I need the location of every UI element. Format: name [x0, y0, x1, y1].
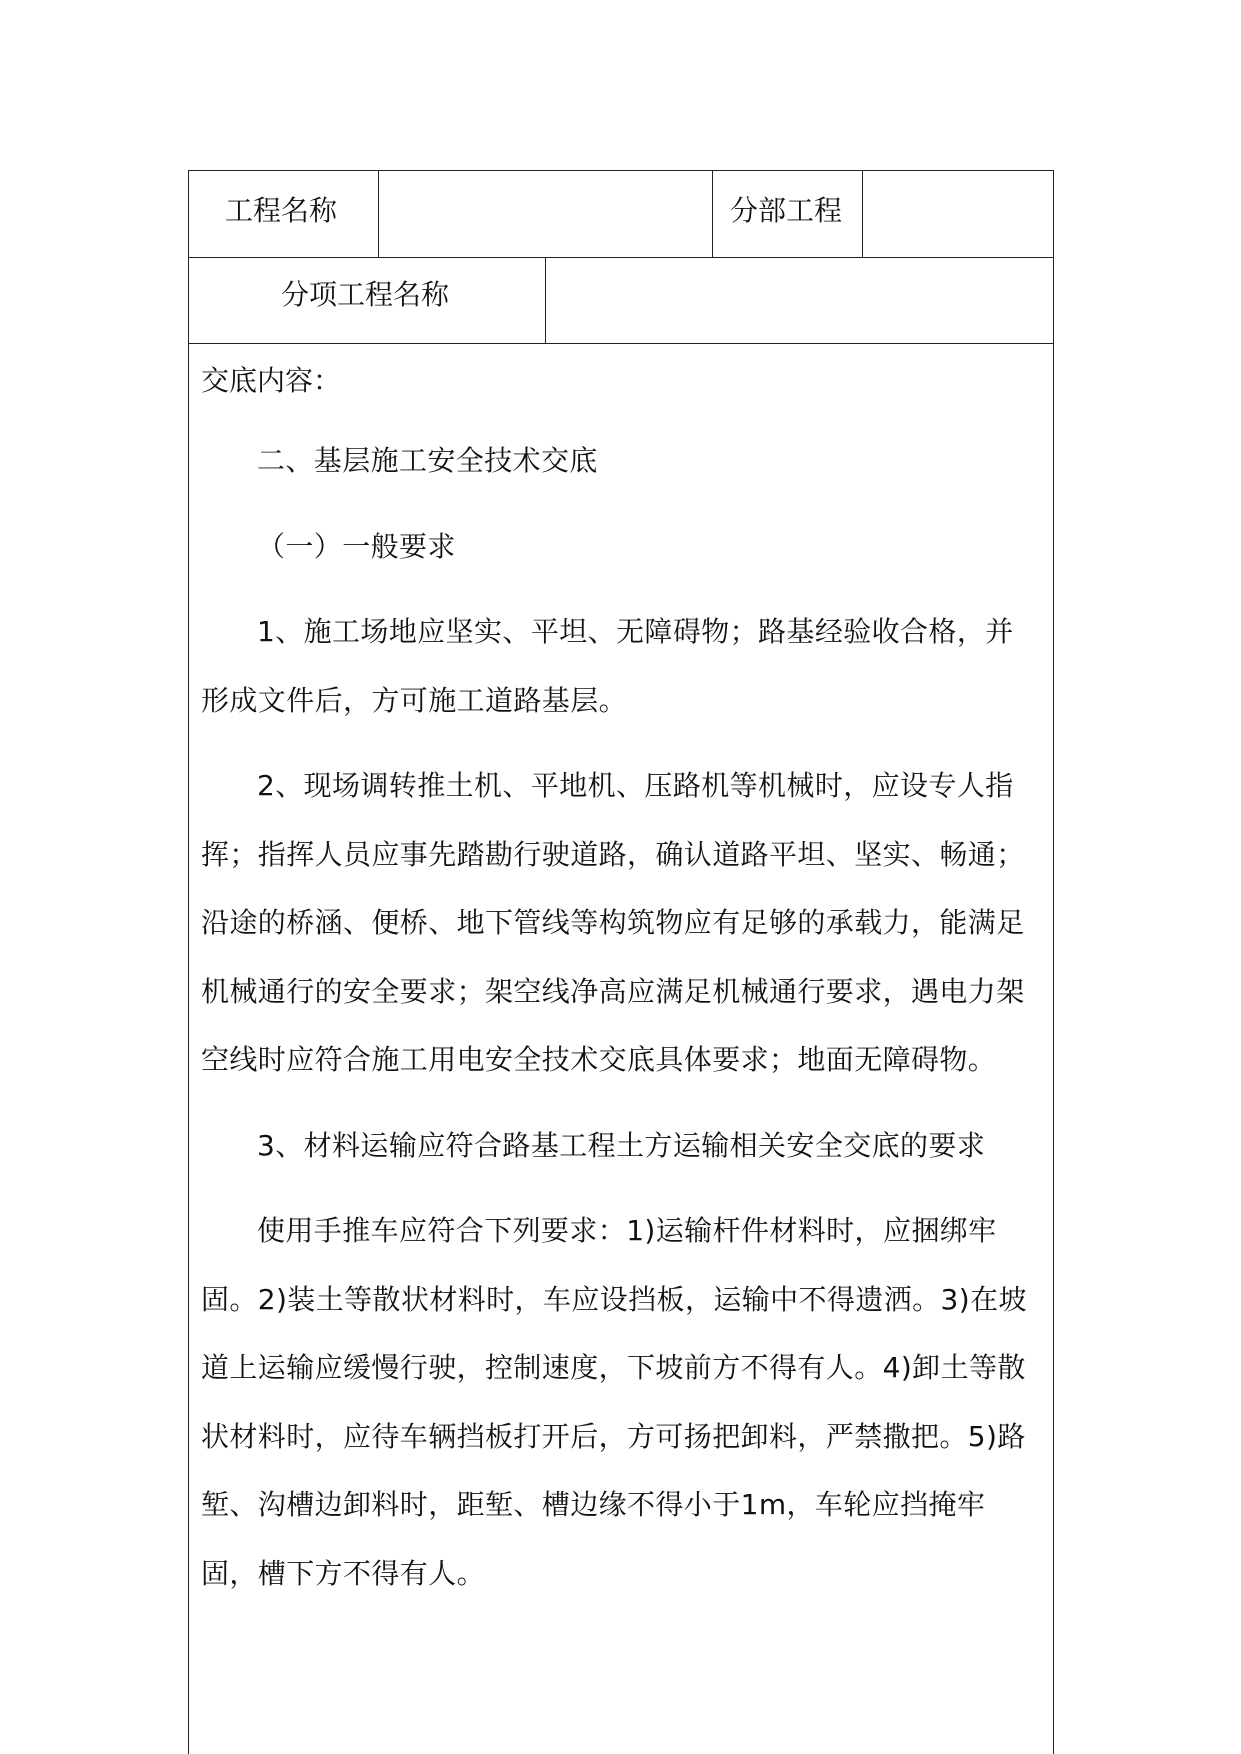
project-name-label: 工程名称 [225, 194, 338, 227]
paragraph-3: 3、材料运输应符合路基工程土方运输相关安全交底的要求 [257, 1128, 986, 1162]
safety-briefing-form [188, 170, 1054, 1754]
paragraph-4: 使用手推车应符合下列要求：1)运输杆件材料时，应捆绑牢固。2)装土等散状材料时，车应设挡板，运输中不得遗洒。3)在坡道上运输应缓慢行驶，控制速度，下坡前方不得有人。4)卸土等散状材料时，应待车辆挡板打开后，方可扬把卸料，严禁撒把。5)路堑、沟槽边卸料时，距堑、槽边缘不得小于1m，车轮应挡掩牢固，槽下方不得有人。 [201, 1214, 1027, 1590]
row-divider-1 [189, 257, 1053, 258]
col-divider-1 [378, 171, 379, 257]
briefing-content [201, 427, 1041, 1608]
subitem-label: 分项工程名称 [281, 278, 450, 311]
division-label: 分部工程 [730, 194, 843, 227]
paragraph-2: 2、现场调转推土机、平地机、压路机等机械时，应设专人指挥；指挥人员应事先踏勘行驶道路，确认道路平坦、坚实、畅通；沿途的桥涵、便桥、地下管线等构筑物应有足够的承载力，能满足机械通行的安全要求；架空线净高应满足机械通行要求，遇电力架空线时应符合施工用电安全技术交底具体要求；地面无障碍物。 [201, 769, 1025, 1076]
subsection-title: （一）一般要求 [257, 529, 456, 563]
col-divider-4 [545, 257, 546, 343]
row-divider-2 [189, 343, 1053, 344]
section-title: 二、基层施工安全技术交底 [257, 444, 598, 477]
paragraph-1: 1、施工场地应坚实、平坦、无障碍物；路基经验收合格，并形成文件后，方可施工道路基层。 [201, 615, 1014, 717]
content-label: 交底内容： [201, 364, 342, 397]
col-divider-2 [712, 171, 713, 257]
col-divider-3 [862, 171, 863, 257]
